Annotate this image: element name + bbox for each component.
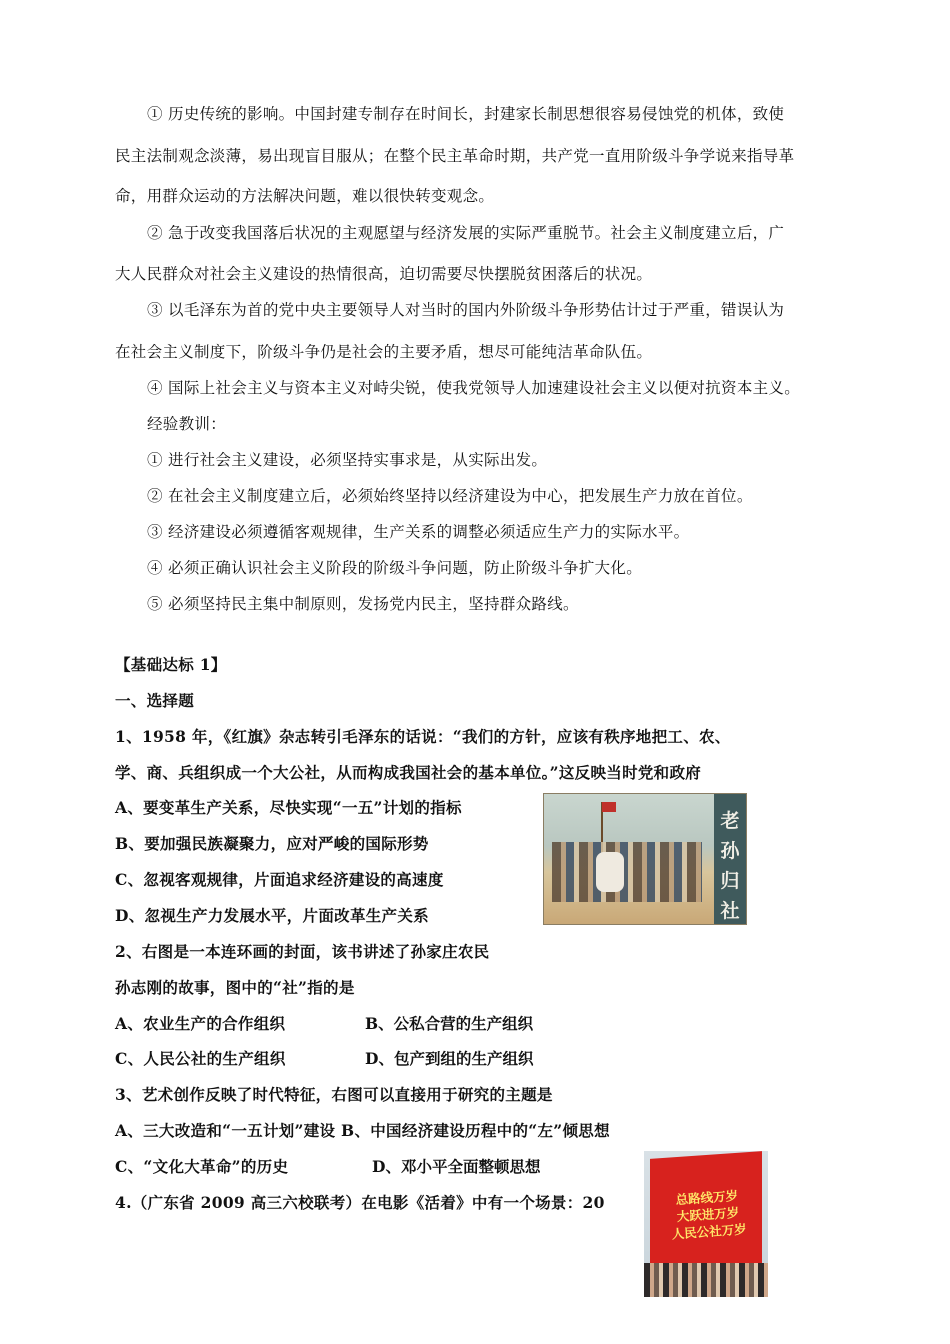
question-4-stem: 4.（广东省 2009 高三六校联考）在电影《活着》中有一个场景：20: [115, 1193, 605, 1212]
poster-slogan: 总路线万岁: [675, 1187, 739, 1208]
lesson-item: ① 进行社会主义建设，必须坚持实事求是，从实际出发。: [147, 451, 548, 469]
question-2-option-a: A、农业生产的合作组织: [115, 1014, 286, 1033]
question-1-option-b: B、要加强民族凝聚力，应对严峻的国际形势: [115, 834, 429, 853]
red-flag-icon: [602, 802, 616, 812]
paragraph-line: 民主法制观念淡薄，易出现盲目服从；在整个民主革命时期，共产党一直用阶级斗争学说来指导革: [115, 147, 795, 165]
paragraph-line: 在社会主义制度下，阶级斗争仍是社会的主要矛盾，想尽可能纯洁革命队伍。: [115, 343, 653, 361]
question-1-stem: 1、1958 年，《红旗》杂志转引毛泽东的话说：“我们的方针，应该有秩序地把工、农、: [115, 727, 731, 746]
question-3-option-d: D、邓小平全面整顿思想: [372, 1157, 541, 1176]
section-title: 【基础达标 1】: [115, 655, 227, 674]
lesson-item: ③ 经济建设必须遵循客观规律，生产关系的调整必须适应生产力的实际水平。: [147, 523, 690, 541]
paragraph-line: ④ 国际上社会主义与资本主义对峙尖锐，使我党领导人加速建设社会主义以便对抗资本主义。: [147, 379, 801, 397]
comic-cover-image: [543, 793, 747, 925]
question-1-option-c: C、忽视客观规律，片面追求经济建设的高速度: [115, 870, 444, 889]
question-1-option-d: D、忽视生产力发展水平，片面改革生产关系: [115, 906, 429, 925]
question-3-option-c: C、“文化大革命”的历史: [115, 1157, 289, 1176]
poster-slogan: 大跃进万岁: [676, 1204, 740, 1225]
question-2-stem: 孙志刚的故事，图中的“社”指的是: [115, 978, 355, 997]
white-horse-illustration: [596, 852, 624, 892]
question-2-stem: 2、右图是一本连环画的封面，该书讲述了孙家庄农民: [115, 942, 490, 961]
crowd-illustration: [644, 1263, 768, 1297]
comic-title: 老孙归社: [720, 810, 740, 922]
lessons-title: 经验教训：: [147, 415, 227, 433]
paragraph-line: ① 历史传统的影响。中国封建专制存在时间长，封建家长制思想很容易侵蚀党的机体，致使: [147, 105, 785, 123]
question-2-option-b: B、公私合营的生产组织: [365, 1014, 534, 1033]
question-3-stem: 3、艺术创作反映了时代特征，右图可以直接用于研究的主题是: [115, 1085, 553, 1104]
crowd-illustration: [552, 842, 702, 902]
paragraph-line: 大人民群众对社会主义建设的热情很高，迫切需要尽快摆脱贫困落后的状况。: [115, 265, 653, 283]
paragraph-line: ③ 以毛泽东为首的党中央主要领导人对当时的国内外阶级斗争形势估计过于严重，错误认为: [147, 301, 785, 319]
question-1-option-a: A、要变革生产关系，尽快实现“一五”计划的指标: [115, 798, 462, 817]
question-1-stem: 学、商、兵组织成一个大公社，从而构成我国社会的基本单位。”这反映当时党和政府: [115, 763, 702, 782]
paragraph-line: ② 急于改变我国落后状况的主观愿望与经济发展的实际严重脱节。社会主义制度建立后，广: [147, 224, 785, 242]
part-title: 一、选择题: [115, 691, 195, 710]
poster-slogan: 人民公社万岁: [671, 1221, 748, 1242]
poster-image: [644, 1151, 768, 1297]
lesson-item: ⑤ 必须坚持民主集中制原则，发扬党内民主，坚持群众路线。: [147, 595, 579, 613]
question-2-option-c: C、人民公社的生产组织: [115, 1049, 286, 1068]
lesson-item: ④ 必须正确认识社会主义阶段的阶级斗争问题，防止阶级斗争扩大化。: [147, 559, 643, 577]
lesson-item: ② 在社会主义制度建立后，必须始终坚持以经济建设为中心，把发展生产力放在首位。: [147, 487, 753, 505]
poster-slogans: [654, 1185, 761, 1243]
paragraph-line: 命，用群众运动的方法解决问题，难以很快转变观念。: [115, 187, 495, 205]
question-3-options-ab: A、三大改造和“一五计划”建设 B、中国经济建设历程中的“左”倾思想: [115, 1121, 610, 1140]
question-2-option-d: D、包产到组的生产组织: [365, 1049, 534, 1068]
